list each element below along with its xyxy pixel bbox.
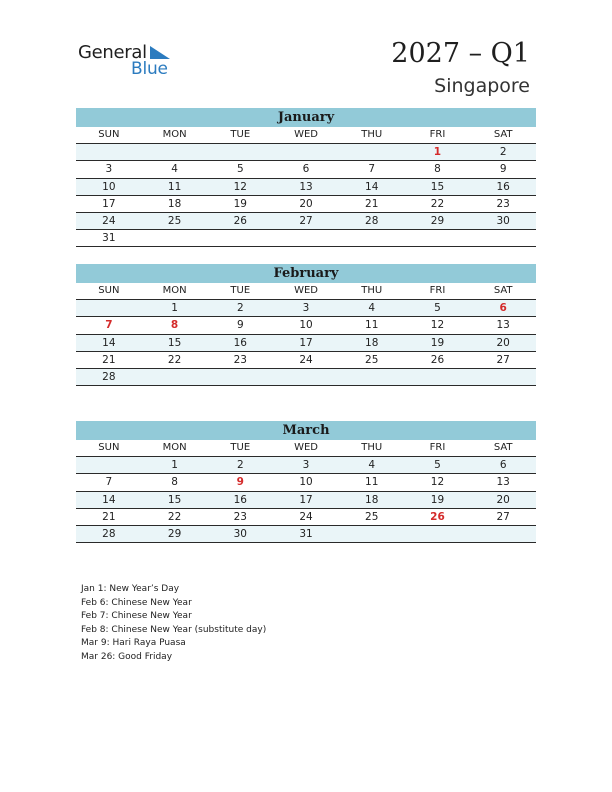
empty-day-cell xyxy=(76,457,142,473)
month-header: March xyxy=(76,421,536,440)
day-cell: 9 xyxy=(499,163,507,176)
empty-day-cell xyxy=(142,144,208,160)
page-title: 2027 – Q1 xyxy=(391,38,530,69)
day-cell: 8 xyxy=(170,319,179,332)
day-cell: 16 xyxy=(496,180,510,193)
day-cell: 17 xyxy=(102,197,116,210)
week-row xyxy=(76,196,536,213)
empty-day-cell xyxy=(339,144,405,160)
weekday-label: TUE xyxy=(230,285,251,296)
day-cell: 11 xyxy=(167,180,182,193)
empty-day-cell xyxy=(470,369,536,385)
day-cell: 18 xyxy=(365,493,379,506)
day-cell: 27 xyxy=(496,510,510,523)
day-cell: 22 xyxy=(167,510,182,523)
day-cell: 31 xyxy=(102,232,116,245)
holiday-notes xyxy=(81,583,266,664)
holiday-note: Mar 26: Good Friday xyxy=(81,651,173,662)
day-cell: 17 xyxy=(299,336,313,349)
day-cell: 2 xyxy=(236,459,244,472)
day-cell: 3 xyxy=(302,459,310,472)
day-cell: 10 xyxy=(299,476,313,489)
weekday-label: SAT xyxy=(493,442,513,453)
day-cell: 6 xyxy=(499,302,507,315)
month-february xyxy=(76,264,536,386)
day-cell: 23 xyxy=(496,197,510,210)
day-cell: 13 xyxy=(299,180,313,193)
day-cell: 5 xyxy=(434,302,441,315)
week-row xyxy=(76,144,536,161)
day-cell: 21 xyxy=(365,197,379,210)
day-cell: 15 xyxy=(167,336,182,349)
day-cell: 5 xyxy=(434,459,441,472)
empty-day-cell xyxy=(207,144,273,160)
day-cell: 20 xyxy=(496,336,510,349)
month-header: January xyxy=(76,108,536,127)
week-row xyxy=(76,161,536,178)
empty-day-cell xyxy=(273,144,339,160)
day-cell: 31 xyxy=(299,527,313,540)
empty-day-cell xyxy=(142,230,208,246)
week-row xyxy=(76,213,536,230)
day-cell: 13 xyxy=(496,319,510,332)
logo xyxy=(78,40,178,80)
holiday-note: Mar 9: Hari Raya Puasa xyxy=(81,638,186,648)
holiday-note: Jan 1: New Year’s Day xyxy=(81,584,180,594)
day-cell: 27 xyxy=(496,353,510,366)
empty-day-cell xyxy=(142,369,208,385)
day-cell: 17 xyxy=(299,493,313,506)
weekday-label: THU xyxy=(361,129,383,140)
day-cell: 22 xyxy=(167,353,182,366)
day-cell: 24 xyxy=(102,214,116,227)
empty-day-cell xyxy=(207,230,273,246)
day-cell: 3 xyxy=(302,302,310,315)
day-cell: 23 xyxy=(233,353,247,366)
logo-triangle-icon xyxy=(150,46,170,59)
day-cell: 14 xyxy=(102,336,116,349)
month-header: February xyxy=(76,264,536,283)
day-cell: 26 xyxy=(430,353,445,366)
day-cell: 4 xyxy=(368,302,376,315)
week-row xyxy=(76,509,536,526)
weekday-label: FRI xyxy=(429,442,446,453)
day-cell: 1 xyxy=(171,302,178,315)
empty-day-cell xyxy=(470,526,536,542)
day-cell: 23 xyxy=(233,510,247,523)
day-cell: 29 xyxy=(167,527,182,540)
day-cell: 20 xyxy=(299,197,313,210)
empty-day-cell xyxy=(76,144,142,160)
weekday-header-row xyxy=(76,440,536,457)
weekday-label: SAT xyxy=(493,129,513,140)
week-row xyxy=(76,335,536,352)
day-cell: 20 xyxy=(496,493,510,506)
week-row xyxy=(76,317,536,334)
day-cell: 10 xyxy=(299,319,313,332)
day-cell: 14 xyxy=(102,493,116,506)
day-cell: 4 xyxy=(171,163,178,176)
logo-blue-text: Blue xyxy=(131,59,168,79)
week-row xyxy=(76,369,536,386)
day-cell: 24 xyxy=(299,510,313,523)
day-cell: 27 xyxy=(299,214,313,227)
day-cell: 15 xyxy=(430,180,445,193)
weekday-label: THU xyxy=(361,442,383,453)
day-cell: 1 xyxy=(433,146,442,159)
day-cell: 13 xyxy=(496,476,510,489)
day-cell: 10 xyxy=(102,180,116,193)
weekday-label: WED xyxy=(294,285,318,296)
day-cell: 19 xyxy=(233,197,247,210)
day-cell: 21 xyxy=(102,353,116,366)
day-cell: 19 xyxy=(430,336,445,349)
day-cell: 26 xyxy=(430,510,445,523)
day-cell: 8 xyxy=(434,163,441,176)
holiday-note: Feb 8: Chinese New Year (substitute day) xyxy=(81,624,267,635)
weekday-label: SUN xyxy=(98,129,120,140)
weekday-label: TUE xyxy=(230,442,251,453)
empty-day-cell xyxy=(405,369,471,385)
empty-day-cell xyxy=(405,526,471,542)
day-cell: 5 xyxy=(236,163,244,176)
weekday-label: FRI xyxy=(429,285,446,296)
page-subtitle: Singapore xyxy=(434,75,530,97)
week-row xyxy=(76,179,536,196)
day-cell: 15 xyxy=(167,493,182,506)
weekday-label: TUE xyxy=(230,129,251,140)
day-cell: 22 xyxy=(430,197,445,210)
day-cell: 9 xyxy=(236,476,244,489)
day-cell: 25 xyxy=(167,214,182,227)
month-march xyxy=(76,421,536,543)
day-cell: 25 xyxy=(365,510,379,523)
weekday-header-row xyxy=(76,283,536,300)
day-cell: 19 xyxy=(430,493,445,506)
day-cell: 29 xyxy=(430,214,445,227)
day-cell: 7 xyxy=(368,163,376,176)
day-cell: 6 xyxy=(499,459,507,472)
day-cell: 8 xyxy=(171,476,178,489)
weekday-label: MON xyxy=(162,442,187,453)
week-row xyxy=(76,526,536,543)
weekday-label: SUN xyxy=(98,442,120,453)
day-cell: 25 xyxy=(365,353,379,366)
day-cell: 18 xyxy=(167,197,182,210)
weekday-label: MON xyxy=(162,285,187,296)
day-cell: 28 xyxy=(102,370,116,383)
week-row xyxy=(76,474,536,491)
day-cell: 6 xyxy=(302,163,310,176)
holiday-note: Feb 7: Chinese New Year xyxy=(81,611,192,621)
weekday-label: WED xyxy=(294,129,318,140)
holiday-note: Feb 6: Chinese New Year xyxy=(81,597,192,608)
day-cell: 18 xyxy=(365,336,379,349)
day-cell: 28 xyxy=(365,214,379,227)
day-cell: 30 xyxy=(233,527,247,540)
weekday-label: WED xyxy=(294,442,318,453)
empty-day-cell xyxy=(273,230,339,246)
day-cell: 21 xyxy=(102,510,116,523)
day-cell: 12 xyxy=(430,476,445,489)
day-cell: 28 xyxy=(102,527,116,540)
empty-day-cell xyxy=(76,300,142,316)
week-row xyxy=(76,300,536,317)
weekday-label: THU xyxy=(361,285,383,296)
month-january xyxy=(76,108,536,247)
empty-day-cell xyxy=(273,369,339,385)
day-cell: 26 xyxy=(233,214,247,227)
day-cell: 2 xyxy=(499,146,507,159)
day-cell: 9 xyxy=(236,319,244,332)
week-row xyxy=(76,457,536,474)
day-cell: 16 xyxy=(233,493,247,506)
empty-day-cell xyxy=(207,369,273,385)
weekday-header-row xyxy=(76,127,536,144)
day-cell: 1 xyxy=(171,459,178,472)
day-cell: 24 xyxy=(299,353,313,366)
empty-day-cell xyxy=(339,526,405,542)
empty-day-cell xyxy=(339,369,405,385)
empty-day-cell xyxy=(470,230,536,246)
day-cell: 7 xyxy=(105,319,113,332)
day-cell: 12 xyxy=(430,319,445,332)
day-cell: 2 xyxy=(236,302,244,315)
week-row xyxy=(76,352,536,369)
day-cell: 3 xyxy=(105,163,113,176)
day-cell: 11 xyxy=(365,319,379,332)
day-cell: 14 xyxy=(365,180,379,193)
day-cell: 12 xyxy=(233,180,247,193)
day-cell: 30 xyxy=(496,214,510,227)
weekday-label: SUN xyxy=(98,285,120,296)
week-row xyxy=(76,230,536,247)
day-cell: 7 xyxy=(105,476,113,489)
empty-day-cell xyxy=(405,230,471,246)
weekday-label: MON xyxy=(162,129,187,140)
weekday-label: SAT xyxy=(493,285,513,296)
week-row xyxy=(76,492,536,509)
day-cell: 4 xyxy=(368,459,376,472)
weekday-label: FRI xyxy=(429,129,446,140)
day-cell: 16 xyxy=(233,336,247,349)
day-cell: 11 xyxy=(365,476,379,489)
empty-day-cell xyxy=(339,230,405,246)
logo-general-text: General xyxy=(78,42,147,63)
